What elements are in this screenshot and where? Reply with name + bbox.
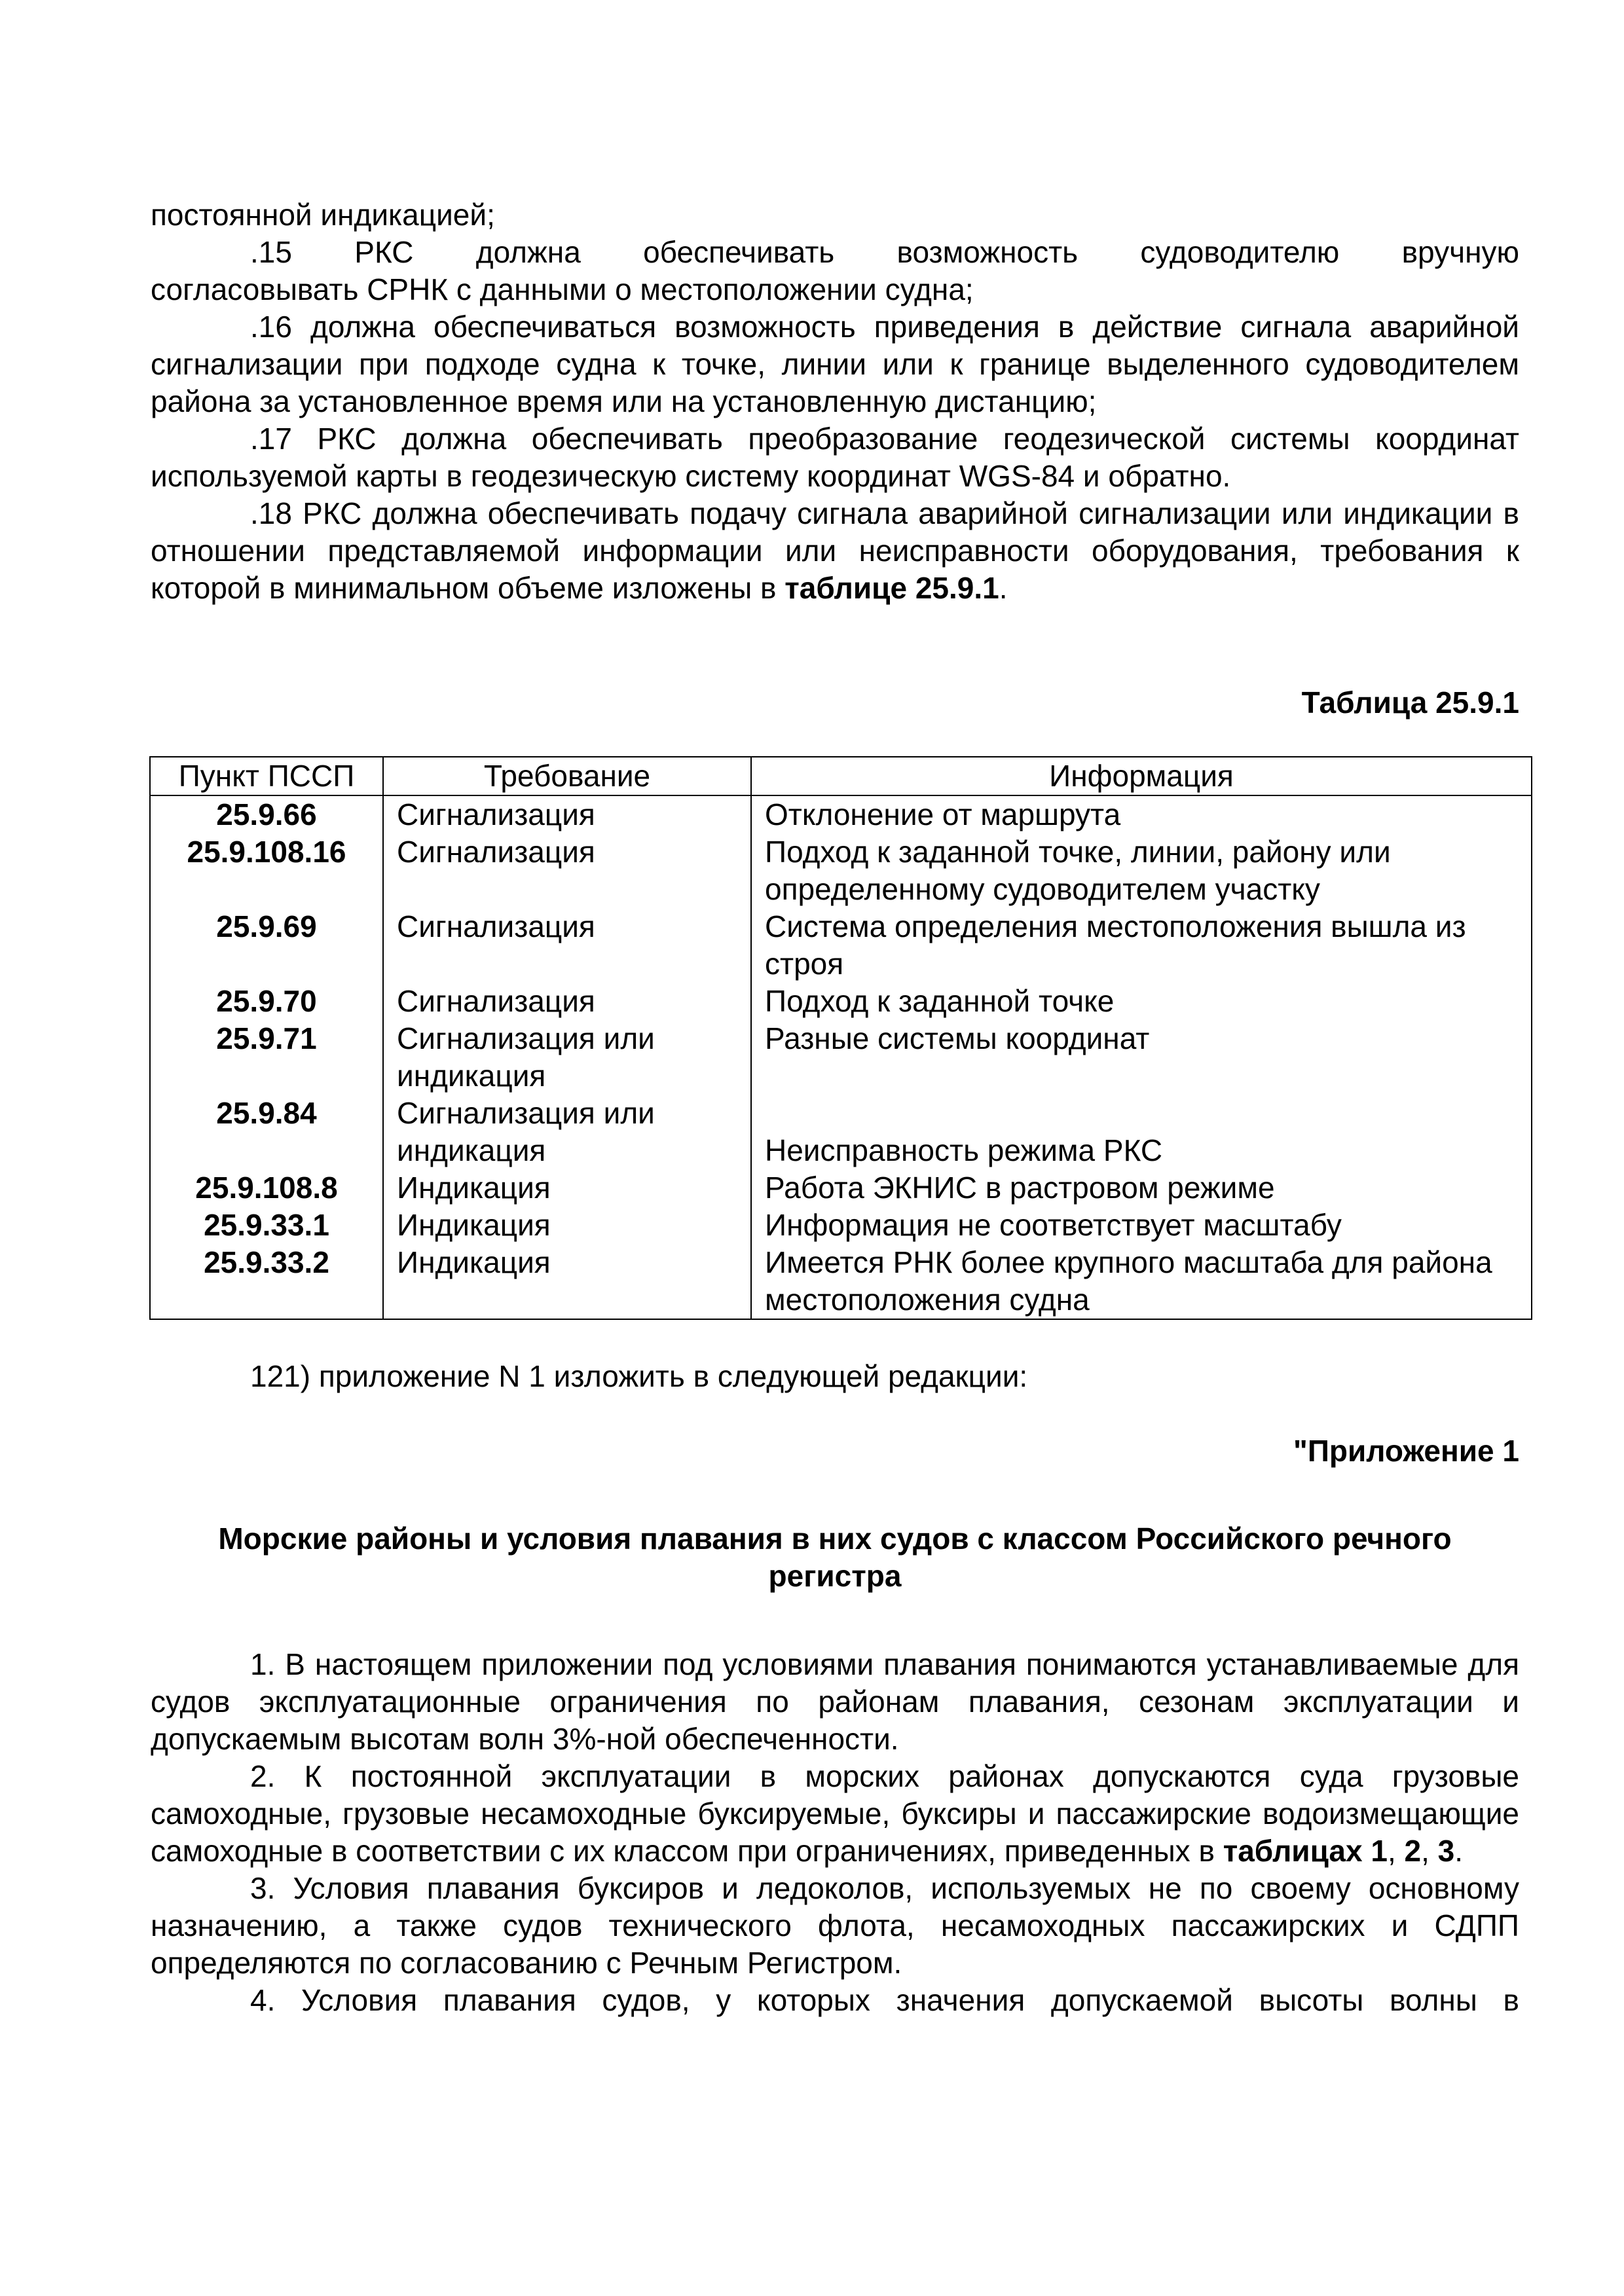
- table-caption-block: [151, 684, 1519, 721]
- row-information: Подход к заданной точке: [751, 983, 1532, 1020]
- row-code: 25.9.33.1: [150, 1207, 383, 1244]
- row-requirement: Сигнализация или индикация: [383, 1095, 751, 1169]
- table-row: [150, 983, 1532, 1020]
- clause-18: [151, 495, 1519, 607]
- row-code: 25.9.33.2: [150, 1244, 383, 1319]
- header-information: Информация: [751, 757, 1532, 795]
- row-requirement: Индикация: [383, 1207, 751, 1244]
- appendix-label-block: [151, 1432, 1519, 1470]
- table-ref-link: таблице: [784, 571, 908, 605]
- row-code: 25.9.69: [150, 908, 383, 983]
- clause-15-line1: .15 РКС должна обеспечивать возможность судоводителю вручную: [250, 235, 1519, 269]
- header-requirement: Требование: [383, 757, 751, 795]
- row-requirement: Сигнализация или индикация: [383, 1020, 751, 1095]
- table-row: [150, 1207, 1532, 1244]
- row-information: Неисправность режима РКС: [751, 1095, 1532, 1169]
- row-code: 25.9.84: [150, 1095, 383, 1169]
- row-information: Имеется РНК более крупного масштаба для района местоположения судна: [751, 1244, 1532, 1319]
- header-clause: Пункт ПССП: [150, 757, 383, 795]
- row-requirement: Сигнализация: [383, 983, 751, 1020]
- appendix-paragraph-2: [151, 1758, 1519, 1870]
- requirements-table: [149, 756, 1532, 1320]
- clause-18-end: .: [999, 571, 1008, 605]
- table-ref-number: 25.9.1: [915, 571, 999, 605]
- row-information: Информация не соответствует масштабу: [751, 1207, 1532, 1244]
- row-requirement: Индикация: [383, 1169, 751, 1207]
- appendix-paragraph-4: 4. Условия плавания судов, у которых значения допускаемой высоты волны в: [250, 1983, 1519, 2017]
- appendix-paragraph-1: 1. В настоящем приложении под условиями плавания понимаются устанавливаемые для судов эксплуатационные ограничения по районам плавания, сезонам эксплуатации и допускаемым высотам волн 3%-ной обеспеченности.: [151, 1647, 1519, 1756]
- row-information: Работа ЭКНИС в растровом режиме: [751, 1169, 1532, 1207]
- clause-17: .17 РКС должна обеспечивать преобразование геодезической системы координат используемой карты в геодезическую систему координат WGS-84 и обратно.: [151, 422, 1519, 493]
- paragraph-2-end: .: [1454, 1834, 1464, 1868]
- appendix-title-line2: регистра: [768, 1559, 902, 1593]
- row-requirement: Сигнализация: [383, 908, 751, 983]
- row-code: 25.9.71: [150, 1020, 383, 1095]
- tables-ref-sep1: ,: [1387, 1834, 1405, 1868]
- clause-15-line2: согласовывать СРНК с данными о местоположении судна;: [151, 272, 974, 306]
- table-row: [150, 1095, 1532, 1169]
- row-requirement: Сигнализация: [383, 833, 751, 908]
- appendix-paragraph-3: 3. Условия плавания буксиров и ледоколов, используемых не по своему основному назначению, а также судов технического флота, несамоходных пассажирских и СДПП определяются по согласованию с Речным Регистром.: [151, 1871, 1519, 1980]
- row-information: Разные системы координат: [751, 1020, 1532, 1095]
- row-information: Отклонение от маршрута: [751, 795, 1532, 833]
- appendix-label: "Приложение 1: [1293, 1434, 1519, 1468]
- appendix-title-block: [151, 1520, 1519, 1595]
- tables-ref-sep2: ,: [1421, 1834, 1438, 1868]
- intro-line: постоянной индикацией;: [151, 198, 495, 232]
- row-code: 25.9.108.16: [150, 833, 383, 908]
- tables-ref-1: таблицах 1: [1223, 1834, 1388, 1868]
- row-code: 25.9.66: [150, 795, 383, 833]
- table-row: [150, 795, 1532, 833]
- amendment-line: 121) приложение N 1 изложить в следующей редакции:: [250, 1359, 1028, 1393]
- row-requirement: Сигнализация: [383, 795, 751, 833]
- row-information: Система определения местоположения вышла из строя: [751, 908, 1532, 983]
- table-header-row: [150, 757, 1532, 795]
- paragraph-2-text: 2. К постоянной эксплуатации в морских районах допускаются суда грузовые самоходные, грузовые несамоходные буксируемые, буксиры и пассажирские водоизмещающие самоходные в соответствии с их классом при ограничениях, приведенных в: [151, 1759, 1519, 1868]
- intro-section: [151, 196, 1519, 607]
- table-row: [150, 1244, 1532, 1319]
- tables-ref-3: 3: [1437, 1834, 1455, 1868]
- tables-ref-2: 2: [1404, 1834, 1422, 1868]
- row-information: Подход к заданной точке, линии, району или определенному судоводителем участку: [751, 833, 1532, 908]
- row-code: 25.9.70: [150, 983, 383, 1020]
- table-caption: Таблица 25.9.1: [1301, 685, 1519, 720]
- table-row: [150, 1169, 1532, 1207]
- appendix-body: [151, 1646, 1519, 2019]
- table-row: [150, 908, 1532, 983]
- table-row: [150, 1020, 1532, 1095]
- row-requirement: Индикация: [383, 1244, 751, 1319]
- row-code: 25.9.108.8: [150, 1169, 383, 1207]
- appendix-title-line1: Морские районы и условия плавания в них судов с классом Российского речного: [218, 1522, 1452, 1556]
- table-row: [150, 833, 1532, 908]
- amendment-block: [151, 1358, 1519, 1395]
- clause-16: .16 должна обеспечиваться возможность приведения в действие сигнала аварийной сигнализации при подходе судна к точке, линии или к границе выделенного судоводителем района за установленное время или на установленную дистанцию;: [151, 310, 1519, 418]
- clause-18-text: .18 РКС должна обеспечивать подачу сигнала аварийной сигнализации или индикации в отношении представляемой информации или неисправности оборудования, требования к которой в минимальном объеме изложены в: [151, 496, 1519, 605]
